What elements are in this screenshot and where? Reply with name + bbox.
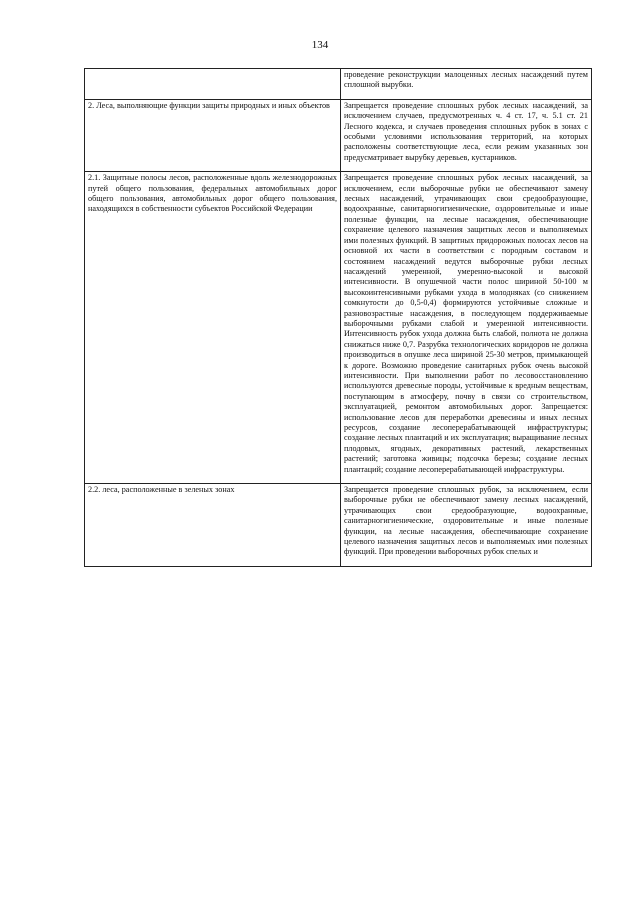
category-cell: 2.1. Защитные полосы лесов, расположенные вдоль железнодорожных путей общего пользования, федеральных автомобильных дорог общего пользования, автомобильных дорог общего пользования, находящихся в собственности субъектов Российской Федерации: [85, 172, 341, 484]
table-row: [85, 484, 592, 567]
category-cell: [85, 69, 341, 100]
category-cell: 2. Леса, выполняющие функции защиты природных и иных объектов: [85, 99, 341, 171]
regime-cell: Запрещается проведение сплошных рубок лесных насаждений, за исключением случаев, предусмотренных ч. 4 ст. 17, ч. 5.1 ст. 21 Лесного кодекса, и случаев проведения сплошных рубок в зонах с особыми условиями использования территорий, на которых расположены соответствующие леса, если режим указанных зон предусматривает вырубку деревьев, кустарников.: [341, 99, 592, 171]
regime-cell: проведение реконструкции малоценных лесных насаждений путем сплошной вырубки.: [341, 69, 592, 100]
regime-cell: Запрещается проведение сплошных рубок, за исключением, если выборочные рубки не обеспечивают замену лесных насаждений, утрачивающих свои средообразующие, водоохранные, санитарногигиенические, оздоровительные и иные полезные функции, на лесные насаждения, обеспечивающие сохранение целевого назначения защитных лесов и выполняемых ими полезных функций. При проведении выборочных рубок спелых и: [341, 484, 592, 567]
page-number: 134: [311, 39, 329, 51]
category-cell: 2.2. леса, расположенные в зеленых зонах: [85, 484, 341, 567]
forest-regime-table: [84, 68, 592, 567]
regime-cell: Запрещается проведение сплошных рубок лесных насаждений, за исключением, если выборочные рубки не обеспечивают замену лесных насаждений, утрачивающих свои средообразующие, водоохранные, санитарногигиенические, оздоровительные и иные полезные функции, на лесные насаждения, обеспечивающие сохранение целевого назначения защитных лесов и выполняемых ими полезных функций. В защитных придорожных полосах лесов на основной их части в соответствии с породным составом и состоянием насаждений ведутся выборочные рубки лесных насаждений умеренной, умеренно-высокой и высокой интенсивности. В опушечной части полос шириной 50-100 м высокоинтенсивными рубками ухода в молодняках (со снижением сомкнутости до 0,5-0,4) формируются устойчивые сложные и разновозрастные насаждения, в последующем поддерживаемые выборочными рубками слабой и умеренной интенсивности. Интенсивность рубок ухода должна быть слабой, полнота не должна снижаться ниже 0,7. Разрубка технологических коридоров не должна производиться в опушке леса шириной 25-30 метров, примыкающей к дороге. Возможно проведение санитарных рубок очень высокой интенсивности. При выполнении работ по лесовосстановлению используются древесные породы, устойчивые к вредным веществам, поступающим в атмосферу, почву в связи со строительством, эксплуатацией, ремонтом автомобильных дорог. Запрещается: использование лесов для переработки древесины и иных лесных ресурсов, создание лесоперерабатывающей инфраструктуры; создание лесных плантаций и их эксплуатация; выращивание лесных плодовых, ягодных, декоративных растений, лекарственных растений; заготовка живицы; подсочка березы; создание лесных плантаций; создание лесоперерабатывающей инфраструктуры.: [341, 172, 592, 484]
table-row: [85, 172, 592, 484]
table-row: [85, 69, 592, 100]
table-row: [85, 99, 592, 171]
